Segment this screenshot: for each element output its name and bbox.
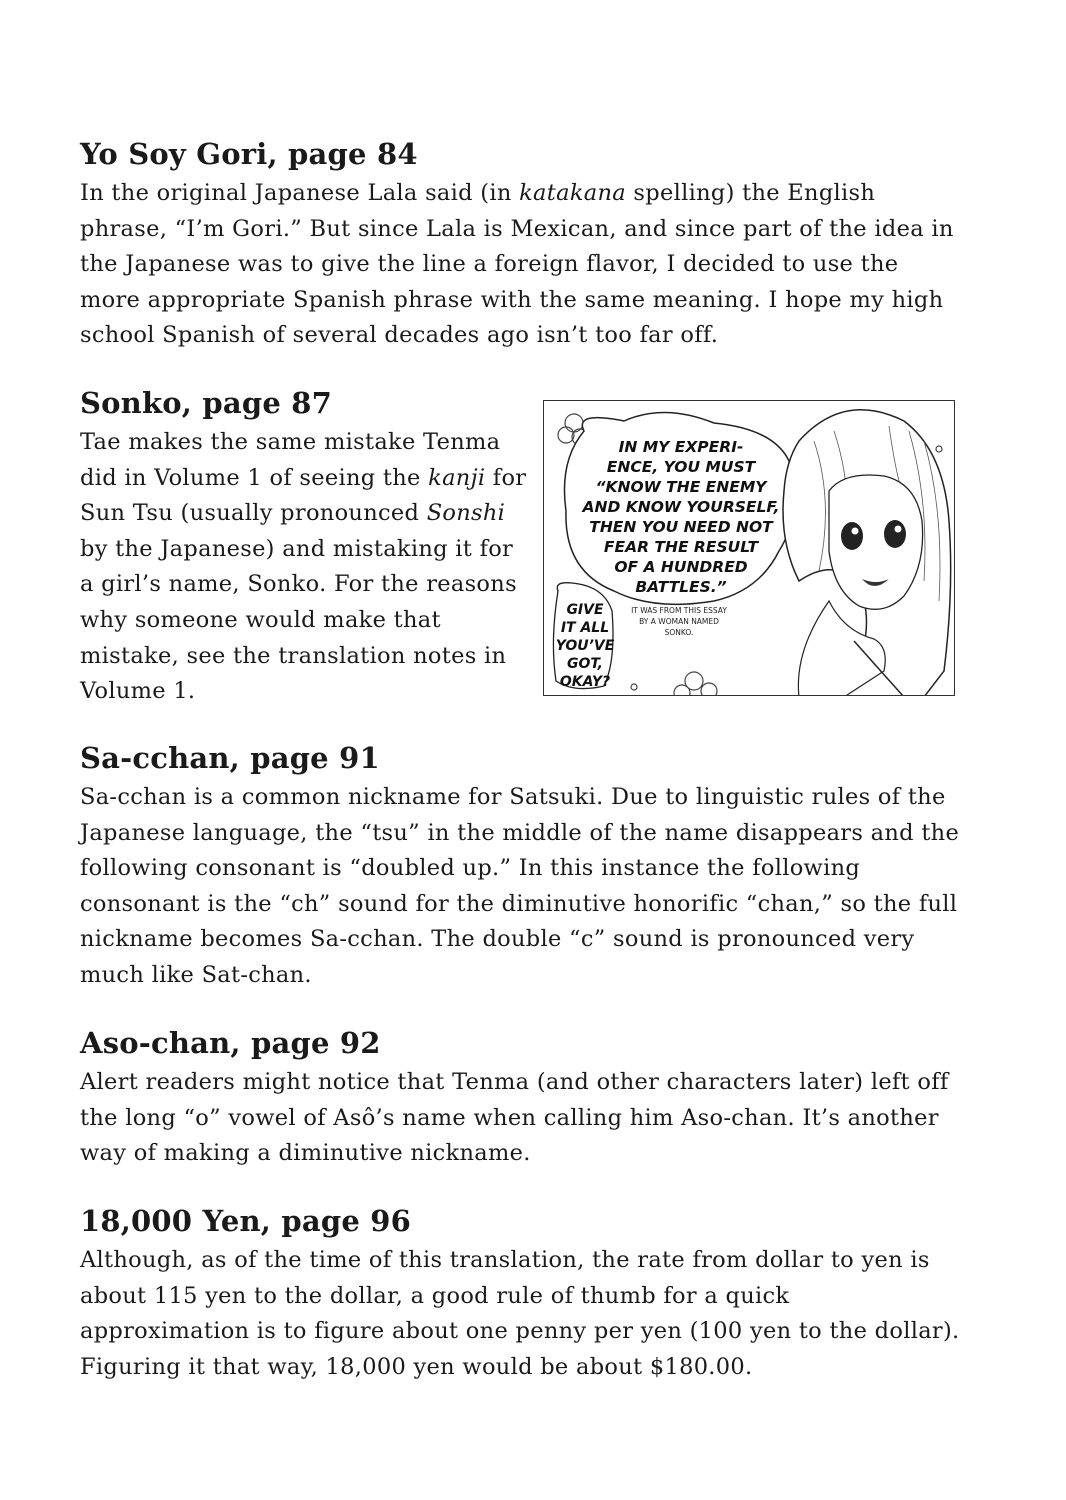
note-aso-chan xyxy=(80,1023,960,1172)
note-body: Tae makes the same mistake Tenma did in Volume 1 of seeing the kanji for Sun Tsu (usually pronounced Sonshi by the Japanese) and mistaking it for a girl’s name, Sonko. For the reasons why someone would make that mistake, see the translation notes in Volume 1. xyxy=(80,429,527,705)
note-sa-cchan xyxy=(80,738,960,994)
note-body: In the original Japanese Lala said (in katakana spelling) the English phrase, “I’m Gori.” But since Lala is Mexican, and since part of the idea in the Japanese was to give the line a foreign flavor, I decided to use the more appropriate Spanish phrase with the same meaning. I hope my high school Spanish of several decades ago isn’t too far off. xyxy=(80,180,954,349)
note-heading: Sonko, page 87 xyxy=(80,386,333,420)
note-18000-yen xyxy=(80,1201,960,1385)
manga-panel-illustration xyxy=(543,400,955,696)
small-caption-text: IT WAS FROM THIS ESSAY BY A WOMAN NAMED SONKO. xyxy=(631,606,727,637)
note-heading: 18,000 Yen, page 96 xyxy=(80,1204,412,1238)
italic-term: Sonshi xyxy=(426,500,506,527)
side-speech-bubble-text: GIVE IT ALL YOU’VE GOT, OKAY? xyxy=(555,602,615,690)
note-body: Although, as of the time of this translation, the rate from dollar to yen is about 115 yen to the dollar, a good rule of thumb for a quick approximation is to figure about one penny per yen (100 yen to the dollar). Figuring it that way, 18,000 yen would be about $180.00. xyxy=(80,1247,960,1380)
note-body: Alert readers might notice that Tenma (and other characters later) left off the long “o” vowel of Asô’s name when calling him Aso-chan. It’s another way of making a diminutive nickname. xyxy=(80,1069,949,1167)
note-body: Sa-cchan is a common nickname for Satsuki. Due to linguistic rules of the Japanese language, the “tsu” in the middle of the name disappears and the following consonant is “doubled up.” In this instance the following consonant is the “ch” sound for the diminutive honorific “chan,” so the full nickname becomes Sa-cchan. The double “c” sound is pronounced very much like Sat-chan. xyxy=(80,784,960,988)
italic-term: kanji xyxy=(428,464,486,491)
note-heading: Aso-chan, page 92 xyxy=(80,1026,381,1060)
note-sonko xyxy=(80,383,530,710)
note-heading: Yo Soy Gori, page 84 xyxy=(80,137,418,171)
main-speech-bubble-text: IN MY EXPERI- ENCE, YOU MUST “KNOW THE ENEMY AND KNOW YOURSELF, THEN YOU NEED NOT FEAR THE RESULT OF A HUNDRED BATTLES.” xyxy=(582,438,780,596)
note-heading: Sa-cchan, page 91 xyxy=(80,741,380,775)
note-yo-soy-gori xyxy=(80,134,960,354)
italic-term: katakana xyxy=(519,180,626,206)
